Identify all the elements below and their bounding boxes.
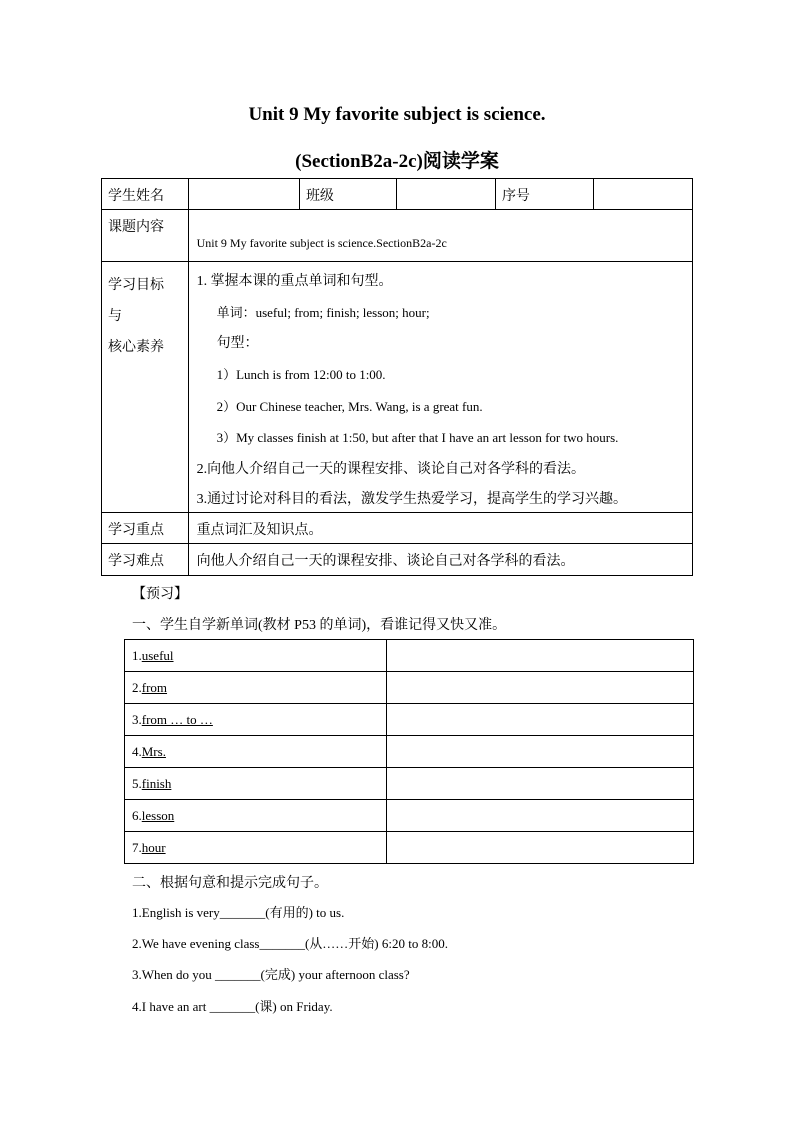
vocab-word bbox=[125, 640, 387, 672]
vocab-answer[interactable] bbox=[387, 800, 694, 832]
exercise-4: 4.I have an art _______(课) on Friday. bbox=[132, 999, 333, 1014]
goal-label-1: 学习目标 bbox=[108, 278, 164, 293]
number-field[interactable] bbox=[593, 179, 693, 210]
vocab-number: 4. bbox=[132, 743, 142, 759]
vocab-answer[interactable] bbox=[387, 736, 694, 768]
vocab-word bbox=[125, 832, 387, 864]
table-row bbox=[125, 768, 694, 800]
info-table bbox=[101, 178, 693, 576]
page-title: Unit 9 My favorite subject is science. bbox=[248, 104, 546, 125]
vocab-word bbox=[125, 800, 387, 832]
vocab-text: lesson bbox=[141, 807, 175, 823]
goal-label-2: 与 bbox=[108, 309, 122, 324]
difficulty-value: 向他人介绍自己一天的课程安排、谈论自己对各学科的看法。 bbox=[188, 544, 692, 576]
name-label: 学生姓名 bbox=[102, 179, 189, 210]
part2-instruction: 二、根据句意和提示完成句子。 bbox=[132, 876, 328, 891]
vocab-number: 6. bbox=[132, 807, 142, 823]
difficulty-label: 学习难点 bbox=[102, 544, 189, 576]
part1-instruction: 一、学生自学新单词(教材 P53 的单词)，看谁记得又快又准。 bbox=[132, 618, 507, 633]
vocab-word bbox=[125, 704, 387, 736]
goal-label-3: 核心素养 bbox=[108, 340, 164, 355]
goal-sentence-label: 句型： bbox=[216, 336, 259, 351]
vocab-number: 1. bbox=[132, 647, 142, 663]
goal-sentence-1: 1）Lunch is from 12:00 to 1:00. bbox=[216, 367, 386, 382]
topic-value: Unit 9 My favorite subject is science.SectionB2a-2c bbox=[188, 210, 692, 262]
vocab-word bbox=[125, 672, 387, 704]
vocab-text: Mrs. bbox=[141, 743, 166, 759]
class-label: 班级 bbox=[299, 179, 396, 210]
table-row bbox=[125, 736, 694, 768]
name-field[interactable] bbox=[188, 179, 299, 210]
vocab-answer[interactable] bbox=[387, 672, 694, 704]
page-subtitle: (SectionB2a-2c)阅读学案 bbox=[295, 151, 499, 172]
vocab-text: hour bbox=[141, 839, 166, 855]
goal-sentence-3: 3）My classes finish at 1:50, but after that I have an art lesson for two hours. bbox=[216, 430, 619, 445]
vocab-number: 5. bbox=[132, 775, 142, 791]
goal-3: 3.通过讨论对科目的看法，激发学生热爱学习，提高学生的学习兴趣。 bbox=[196, 492, 628, 507]
vocab-word bbox=[125, 768, 387, 800]
preview-heading: 【预习】 bbox=[132, 587, 188, 602]
table-row bbox=[102, 179, 693, 210]
vocab-answer[interactable] bbox=[387, 768, 694, 800]
exercise-2: 2.We have evening class_______(从……开始) 6:20 to 8:00. bbox=[132, 936, 448, 951]
key-label: 学习重点 bbox=[102, 513, 189, 544]
vocab-table bbox=[124, 639, 694, 864]
class-field[interactable] bbox=[396, 179, 495, 210]
vocab-text: from bbox=[141, 679, 168, 695]
table-row bbox=[125, 672, 694, 704]
vocab-number: 3. bbox=[132, 711, 142, 727]
vocab-answer[interactable] bbox=[387, 640, 694, 672]
key-value: 重点词汇及知识点。 bbox=[188, 513, 692, 544]
goal-words: 单词：useful; from; finish; lesson; hour; bbox=[216, 305, 430, 320]
table-row bbox=[102, 544, 693, 576]
table-row bbox=[125, 640, 694, 672]
goal-1: 1. 掌握本课的重点单词和句型。 bbox=[196, 274, 393, 289]
table-row bbox=[125, 704, 694, 736]
vocab-text: useful bbox=[141, 647, 174, 663]
table-row bbox=[125, 800, 694, 832]
table-row bbox=[102, 262, 693, 513]
vocab-answer[interactable] bbox=[387, 704, 694, 736]
goal-content bbox=[188, 262, 692, 513]
vocab-text: finish bbox=[141, 775, 172, 791]
goal-sentence-2: 2）Our Chinese teacher, Mrs. Wang, is a great fun. bbox=[216, 399, 483, 414]
exercise-3: 3.When do you _______(完成) your afternoon class? bbox=[132, 967, 410, 982]
topic-label: 课题内容 bbox=[102, 210, 189, 262]
number-label: 序号 bbox=[495, 179, 593, 210]
vocab-number: 7. bbox=[132, 839, 142, 855]
goal-label bbox=[102, 262, 189, 513]
table-row bbox=[102, 210, 693, 262]
vocab-number: 2. bbox=[132, 679, 142, 695]
table-row bbox=[102, 513, 693, 544]
vocab-word bbox=[125, 736, 387, 768]
vocab-answer[interactable] bbox=[387, 832, 694, 864]
vocab-text: from … to … bbox=[141, 711, 213, 727]
exercise-1: 1.English is very_______(有用的) to us. bbox=[132, 905, 345, 920]
goal-2: 2.向他人介绍自己一天的课程安排、谈论自己对各学科的看法。 bbox=[196, 462, 586, 477]
table-row bbox=[125, 832, 694, 864]
